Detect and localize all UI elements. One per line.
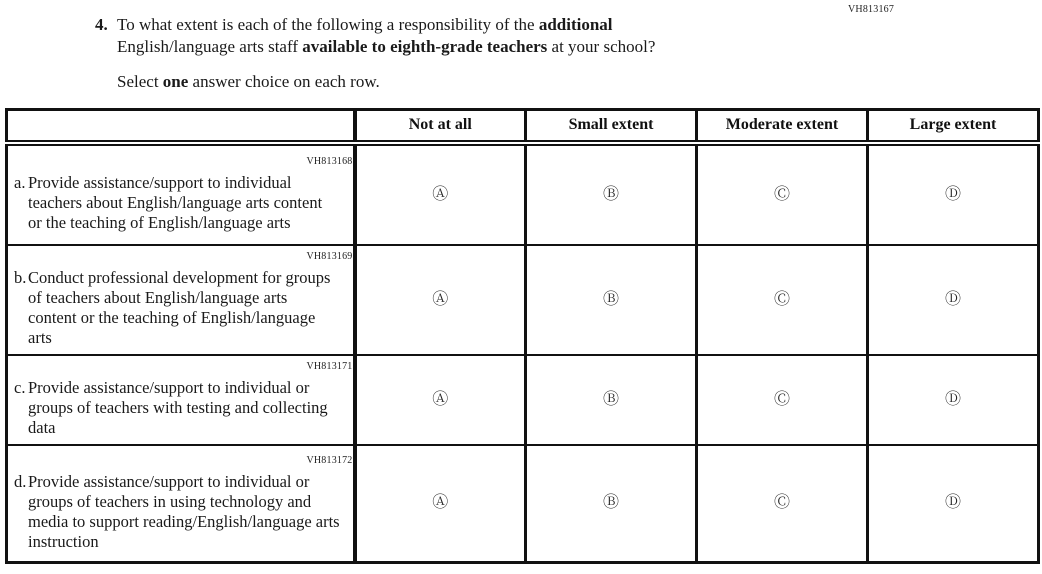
cell-a-not-at-all[interactable] xyxy=(355,143,526,245)
radio-option-b-icon[interactable]: Ⓑ xyxy=(602,288,619,308)
instruction-segment: Select xyxy=(117,72,163,91)
radio-option-b-icon[interactable]: Ⓑ xyxy=(602,183,619,203)
row-item-text: Provide assistance/support to individual or groups of teachers with testing and collecting data xyxy=(28,378,328,437)
item-cell-b xyxy=(7,245,355,355)
row-letter: a. xyxy=(14,173,26,192)
radio-option-b-icon[interactable]: Ⓑ xyxy=(602,388,619,408)
row-letter: d. xyxy=(14,471,27,491)
question-text-segment-bold: additional xyxy=(538,15,613,34)
radio-option-c-icon[interactable]: Ⓒ xyxy=(773,388,790,408)
column-header-small-extent: Small extent xyxy=(526,110,697,143)
question-text-segment: English/language arts staff xyxy=(117,37,303,56)
radio-option-a-icon[interactable]: Ⓐ xyxy=(432,288,449,308)
question-instruction xyxy=(117,71,795,93)
table-row-d xyxy=(7,445,1039,563)
column-header-not-at-all: Not at all xyxy=(355,110,526,143)
radio-option-a-icon[interactable]: Ⓐ xyxy=(432,183,449,203)
table-row-c xyxy=(7,355,1039,445)
question-number: 4. xyxy=(95,15,108,34)
question-block xyxy=(95,14,795,93)
row-item-code: VH813171 xyxy=(306,361,353,372)
row-item-code: VH813169 xyxy=(306,251,353,262)
table-row-a xyxy=(7,143,1039,245)
row-letter: b. xyxy=(14,268,27,287)
question-text-segment-bold: available to eighth-grade teachers xyxy=(302,37,548,56)
table-row-b xyxy=(7,245,1039,355)
radio-option-d-icon[interactable]: Ⓓ xyxy=(944,388,961,408)
cell-b-small-extent[interactable] xyxy=(526,245,697,355)
question-text xyxy=(117,14,655,58)
instruction-segment: answer choice on each row. xyxy=(188,72,380,91)
radio-option-c-icon[interactable]: Ⓒ xyxy=(773,183,790,203)
row-item-code: VH813168 xyxy=(306,156,353,167)
cell-c-small-extent[interactable] xyxy=(526,355,697,445)
cell-a-large-extent[interactable] xyxy=(868,143,1039,245)
answer-matrix-table xyxy=(5,108,1040,564)
cell-c-not-at-all[interactable] xyxy=(355,355,526,445)
radio-option-d-icon[interactable]: Ⓓ xyxy=(944,183,961,203)
cell-a-small-extent[interactable] xyxy=(526,143,697,245)
cell-b-moderate-extent[interactable] xyxy=(697,245,868,355)
row-item-text: Provide assistance/support to individual or groups of teachers in using technology and media to support reading/English/language arts instruction xyxy=(28,471,340,551)
cell-b-large-extent[interactable] xyxy=(868,245,1039,355)
row-letter: c. xyxy=(14,378,26,397)
header-row xyxy=(7,110,1039,143)
column-header-moderate-extent: Moderate extent xyxy=(697,110,868,143)
cell-d-large-extent[interactable] xyxy=(868,445,1039,563)
radio-option-c-icon[interactable]: Ⓒ xyxy=(773,288,790,308)
column-header-large-extent: Large extent xyxy=(868,110,1039,143)
header-empty-cell xyxy=(7,110,355,143)
cell-c-moderate-extent[interactable] xyxy=(697,355,868,445)
radio-option-a-icon[interactable]: Ⓐ xyxy=(432,492,449,512)
question-text-segment: at your school? xyxy=(547,37,656,56)
row-item-code: VH813172 xyxy=(306,454,353,466)
cell-c-large-extent[interactable] xyxy=(868,355,1039,445)
radio-option-d-icon[interactable]: Ⓓ xyxy=(944,492,961,512)
cell-a-moderate-extent[interactable] xyxy=(697,143,868,245)
item-cell-a xyxy=(7,143,355,245)
cell-d-moderate-extent[interactable] xyxy=(697,445,868,563)
cell-b-not-at-all[interactable] xyxy=(355,245,526,355)
cell-d-not-at-all[interactable] xyxy=(355,445,526,563)
item-cell-d xyxy=(7,445,355,563)
row-item-text: Provide assistance/support to individual teachers about English/language arts content or the teaching of English/language arts xyxy=(28,173,323,232)
item-cell-c xyxy=(7,355,355,445)
question-text-segment: To what extent is each of the following a responsibility of the xyxy=(117,15,539,34)
radio-option-c-icon[interactable]: Ⓒ xyxy=(773,492,790,512)
radio-option-b-icon[interactable]: Ⓑ xyxy=(602,492,619,512)
instruction-segment-bold: one xyxy=(162,72,189,91)
radio-option-d-icon[interactable]: Ⓓ xyxy=(944,288,961,308)
cell-d-small-extent[interactable] xyxy=(526,445,697,563)
radio-option-a-icon[interactable]: Ⓐ xyxy=(432,388,449,408)
row-item-text: Conduct professional development for groups of teachers about English/language arts content or the teaching of English/language arts xyxy=(28,268,331,347)
page-item-code: VH813167 xyxy=(848,4,895,15)
